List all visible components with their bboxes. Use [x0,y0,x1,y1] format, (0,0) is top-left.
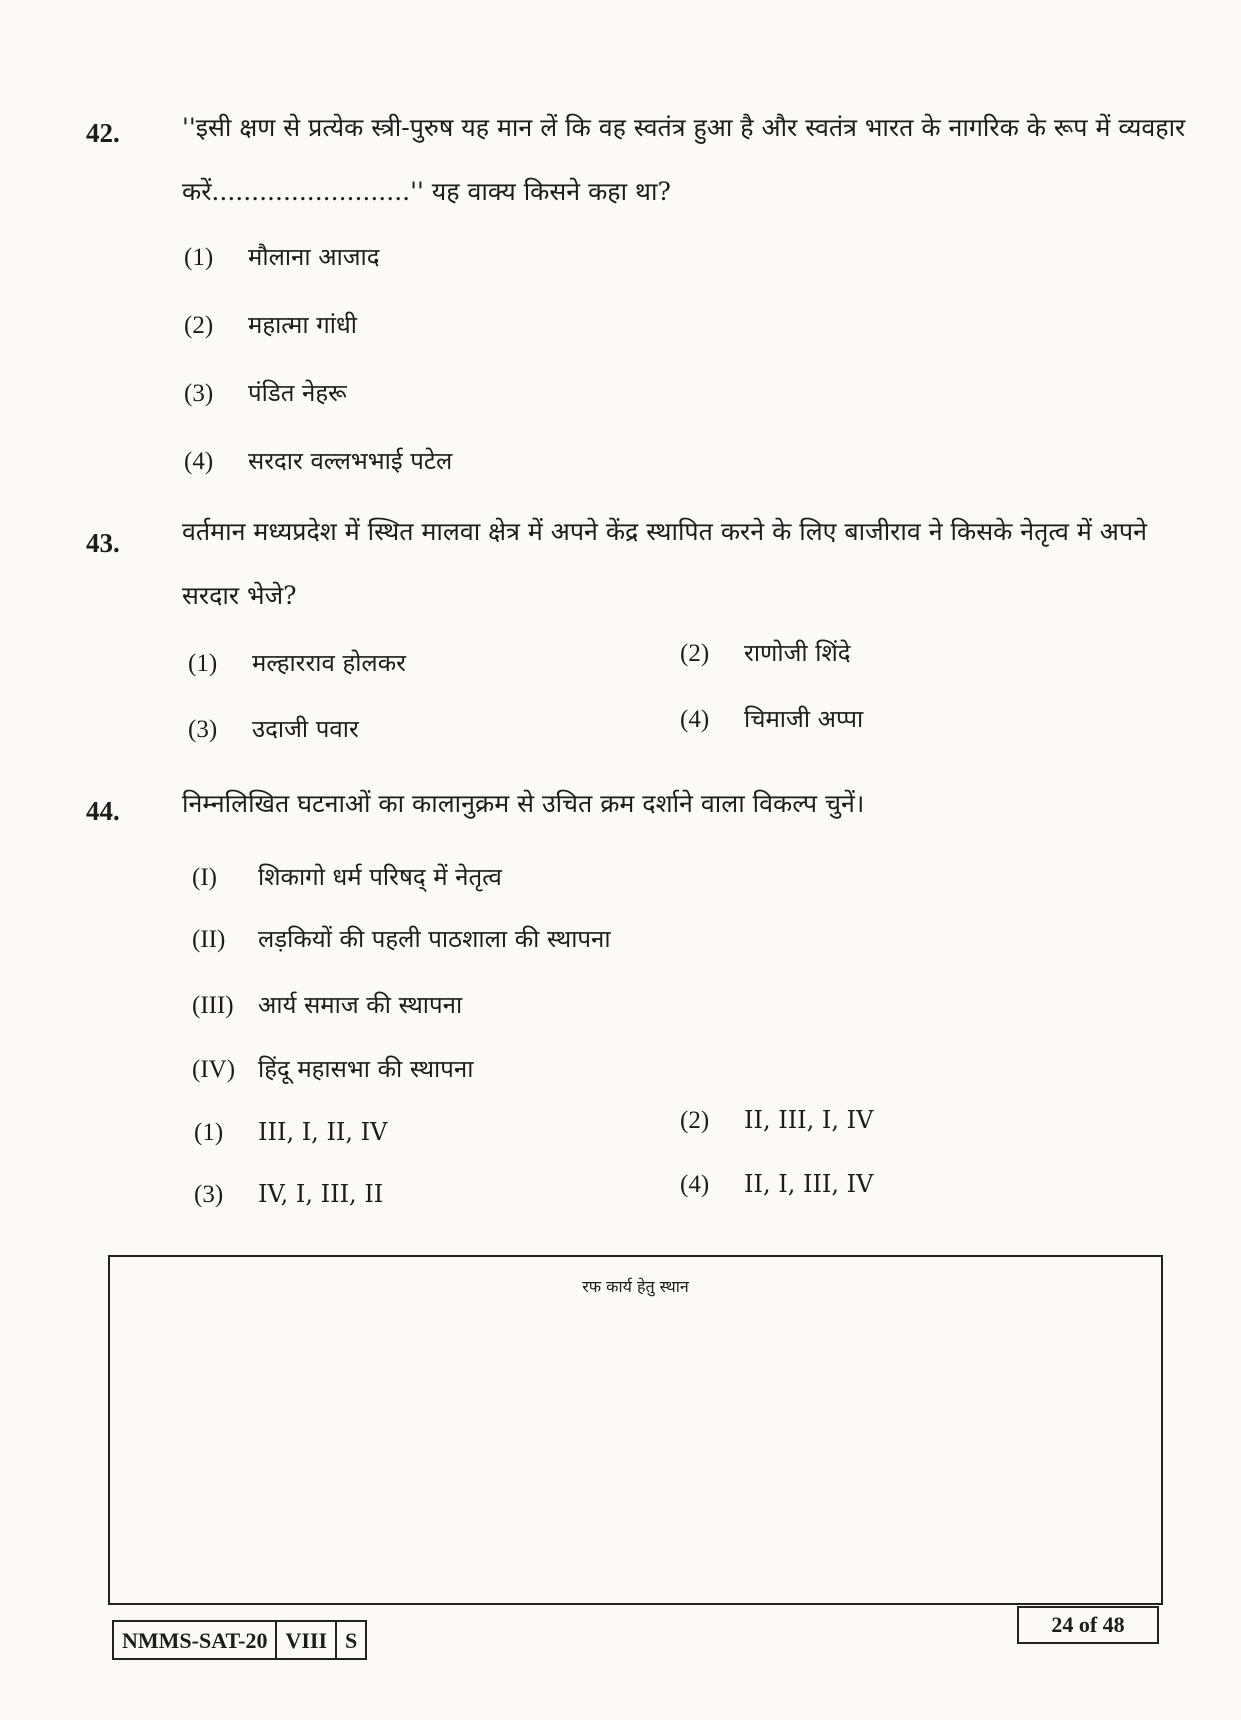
option-text: II, III, I, IV [744,1106,874,1134]
option-4[interactable] [680,702,863,735]
option-number: (3) [194,1181,224,1208]
option-1[interactable] [184,240,380,273]
option-text: पंडित नेहरू [248,379,347,407]
statement-text: लड़कियों की पहली पाठशाला की स्थापना [258,925,611,953]
option-text: मौलाना आजाद [248,243,380,271]
option-number: (2) [680,1107,710,1134]
option-number: (1) [188,650,218,677]
option-3[interactable] [184,376,347,409]
option-3[interactable] [188,712,359,745]
page-number: 24 of 48 [1017,1606,1159,1644]
option-1[interactable] [194,1118,387,1147]
option-number: (2) [184,312,214,339]
option-number: (1) [194,1119,224,1146]
question-number: 44. [86,796,120,826]
option-4[interactable] [184,444,452,477]
rough-work-label: रफ कार्य हेतु स्थान [582,1277,689,1296]
option-text: मल्हारराव होलकर [252,649,406,677]
option-text: चिमाजी अप्पा [744,705,864,733]
question-number: 42. [86,118,120,148]
option-4[interactable] [680,1170,873,1199]
question-text: वर्तमान मध्यप्रदेश में स्थित मालवा क्षेत्र में अपने केंद्र स्थापित करने के लिए बाजीराव ने किसके नेतृत्व में अपने सरदार भेजे? [182,517,1147,610]
option-text: सरदार वल्लभभाई पटेल [248,447,453,475]
statement-number: (I) [192,864,217,891]
option-number: (2) [680,640,710,667]
option-number: (1) [184,244,214,271]
statement-text: हिंदू महासभा की स्थापना [258,1055,474,1083]
option-text: महात्मा गांधी [248,311,357,339]
statement-text: शिकागो धर्म परिषद् में नेतृत्व [258,863,502,891]
question-text: निम्नलिखित घटनाओं का कालानुक्रम से उचित क्रम दर्शाने वाला विकल्प चुनें। [182,789,865,818]
option-number: (4) [680,1171,710,1198]
statement-number: (II) [192,926,226,953]
option-2[interactable] [680,1106,873,1135]
paper-code-main: NMMS-SAT-20 [122,1628,268,1653]
question-text: ''इसी क्षण से प्रत्येक स्त्री-पुरुष यह मान लें कि वह स्वतंत्र हुआ है और स्वतंत्र भारत के नागरिक के रूप में व्यवहार करें.........................'' यह वाक्य किसने कहा था? [182,113,1186,206]
option-text: III, I, II, IV [258,1118,388,1146]
option-number: (4) [184,448,214,475]
paper-code-class: VIII [275,1622,335,1658]
option-3[interactable] [194,1180,383,1209]
statement-3 [192,988,462,1021]
option-2[interactable] [184,308,357,341]
rough-work-box [108,1255,1163,1605]
option-text: II, I, III, IV [744,1170,874,1198]
statement-number: (III) [192,992,234,1019]
option-text: IV, I, III, II [258,1180,384,1208]
statement-2 [192,922,611,955]
paper-code [112,1620,367,1660]
option-text: उदाजी पवार [252,715,359,743]
option-1[interactable] [188,646,406,679]
option-2[interactable] [680,636,851,669]
paper-code-set: S [335,1622,365,1658]
option-number: (3) [188,716,218,743]
option-number: (3) [184,380,214,407]
statement-text: आर्य समाज की स्थापना [258,991,463,1019]
option-text: राणोजी शिंदे [744,639,851,667]
statement-4 [192,1052,473,1085]
option-number: (4) [680,706,710,733]
question-number: 43. [86,528,120,558]
statement-1 [192,860,502,893]
statement-number: (IV) [192,1056,236,1083]
